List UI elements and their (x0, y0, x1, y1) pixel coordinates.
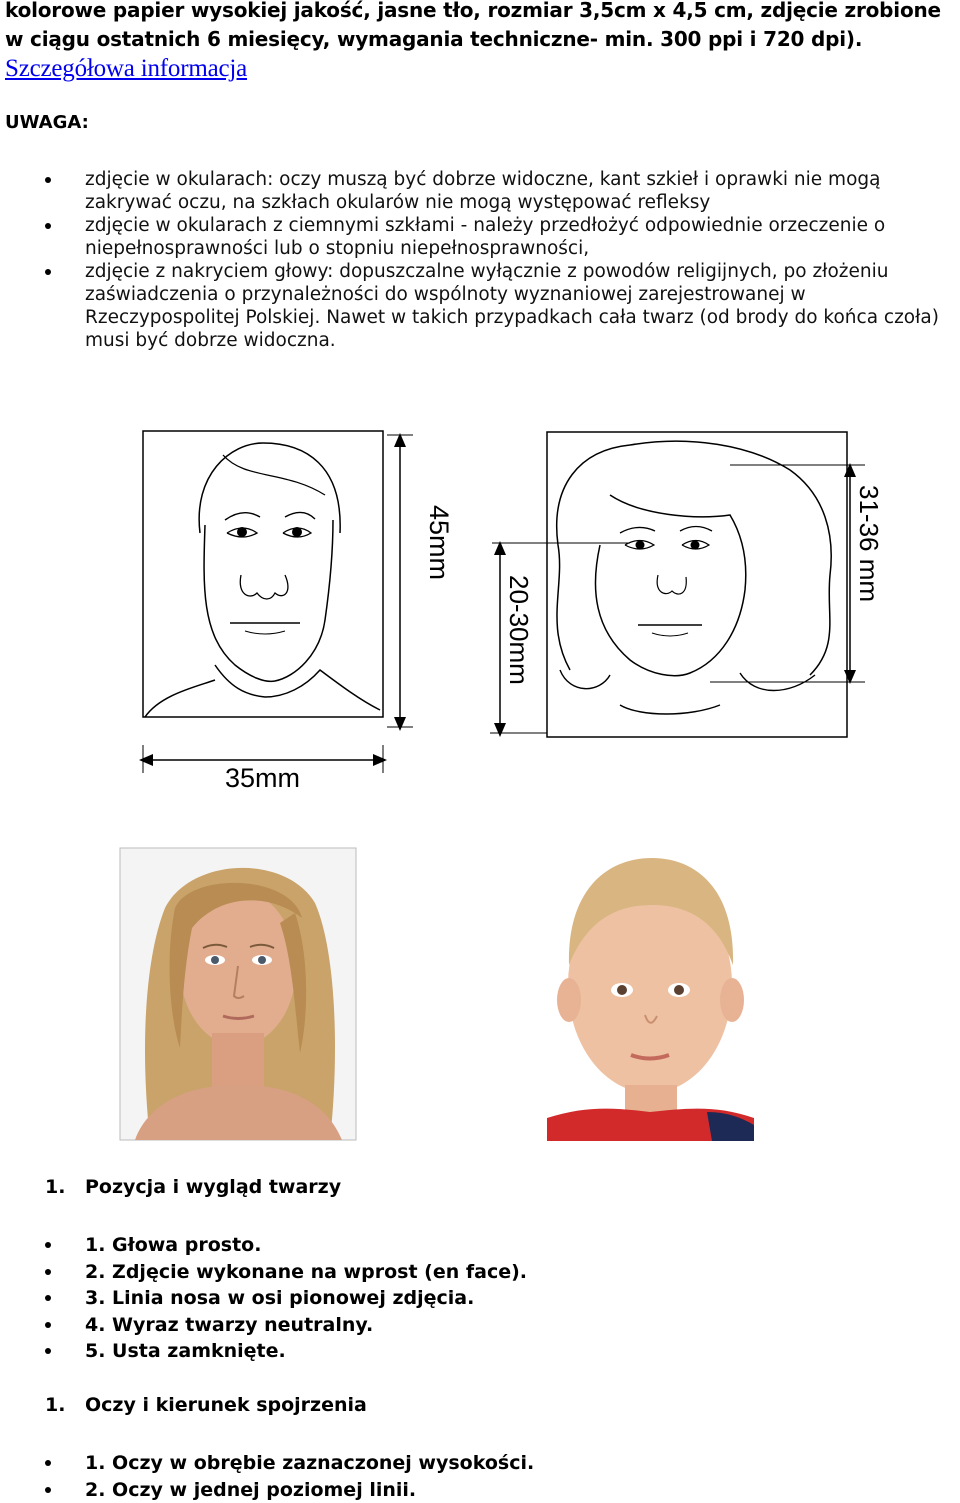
intro-text: kolorowe papier wysokiej jakość, jasne tło, rozmiar 3,5cm x 4,5 cm, zdjęcie zrobione w ciągu ostatnich 6 miesięcy, wymagania techniczne- min. 300 ppi i 720 dpi). (5, 0, 941, 51)
section-title-eyes: 1. Oczy i kierunek spojrzenia (45, 1394, 367, 1416)
face-height-label: 20-30mm (504, 575, 534, 685)
face-template-diagram-left (135, 425, 454, 800)
height-label: 45mm (424, 505, 454, 581)
section-title-face-position: 1. Pozycja i wygląd twarzy (45, 1176, 342, 1198)
list-item: 3. Linia nosa w osi pionowej zdjęcia. (0, 1285, 900, 1312)
details-link[interactable]: Szczegółowa informacja (5, 55, 248, 82)
face-position-list (0, 1232, 900, 1365)
sample-photo-child (547, 850, 754, 1141)
list-item: 2. Oczy w jednej poziomej linii. (0, 1477, 900, 1503)
list-item: 1. Oczy w obrębie zaznaczonej wysokości. (0, 1450, 900, 1477)
intro-paragraph (5, 0, 955, 84)
face-template-diagram-right (490, 425, 895, 745)
warning-list (0, 168, 950, 352)
width-label: 35mm (225, 763, 301, 793)
list-item: 1. Głowa prosto. (0, 1232, 900, 1259)
list-item: zdjęcie w okularach: oczy muszą być dobrze widoczne, kant szkieł i oprawki nie mogą zakrywać oczu, na szkłach okularów nie mogą występować refleksy (0, 168, 950, 214)
list-item: 4. Wyraz twarzy neutralny. (0, 1312, 900, 1339)
sample-photo-woman (120, 848, 356, 1140)
list-item: zdjęcie w okularach z ciemnymi szkłami - należy przedłożyć odpowiednie orzeczenie o niepełnosprawności lub o stopniu niepełnosprawności, (0, 214, 950, 260)
warning-heading: UWAGA: (5, 112, 89, 133)
list-item: zdjęcie z nakryciem głowy: dopuszczalne wyłącznie z powodów religijnych, po złożeniu zaświadczenia o przynależności do wspólnoty wyznaniowej zarejestrowanej w Rzeczypospolitej Polskiej. Nawet w takich przypadkach cała twarz (od brody do końca czoła) musi być dobrze widoczna. (0, 260, 950, 352)
list-item: 5. Usta zamknięte. (0, 1338, 900, 1365)
list-item: 2. Zdjęcie wykonane na wprost (en face). (0, 1259, 900, 1286)
head-height-label: 31-36 mm (854, 485, 884, 603)
eyes-list (0, 1450, 900, 1503)
